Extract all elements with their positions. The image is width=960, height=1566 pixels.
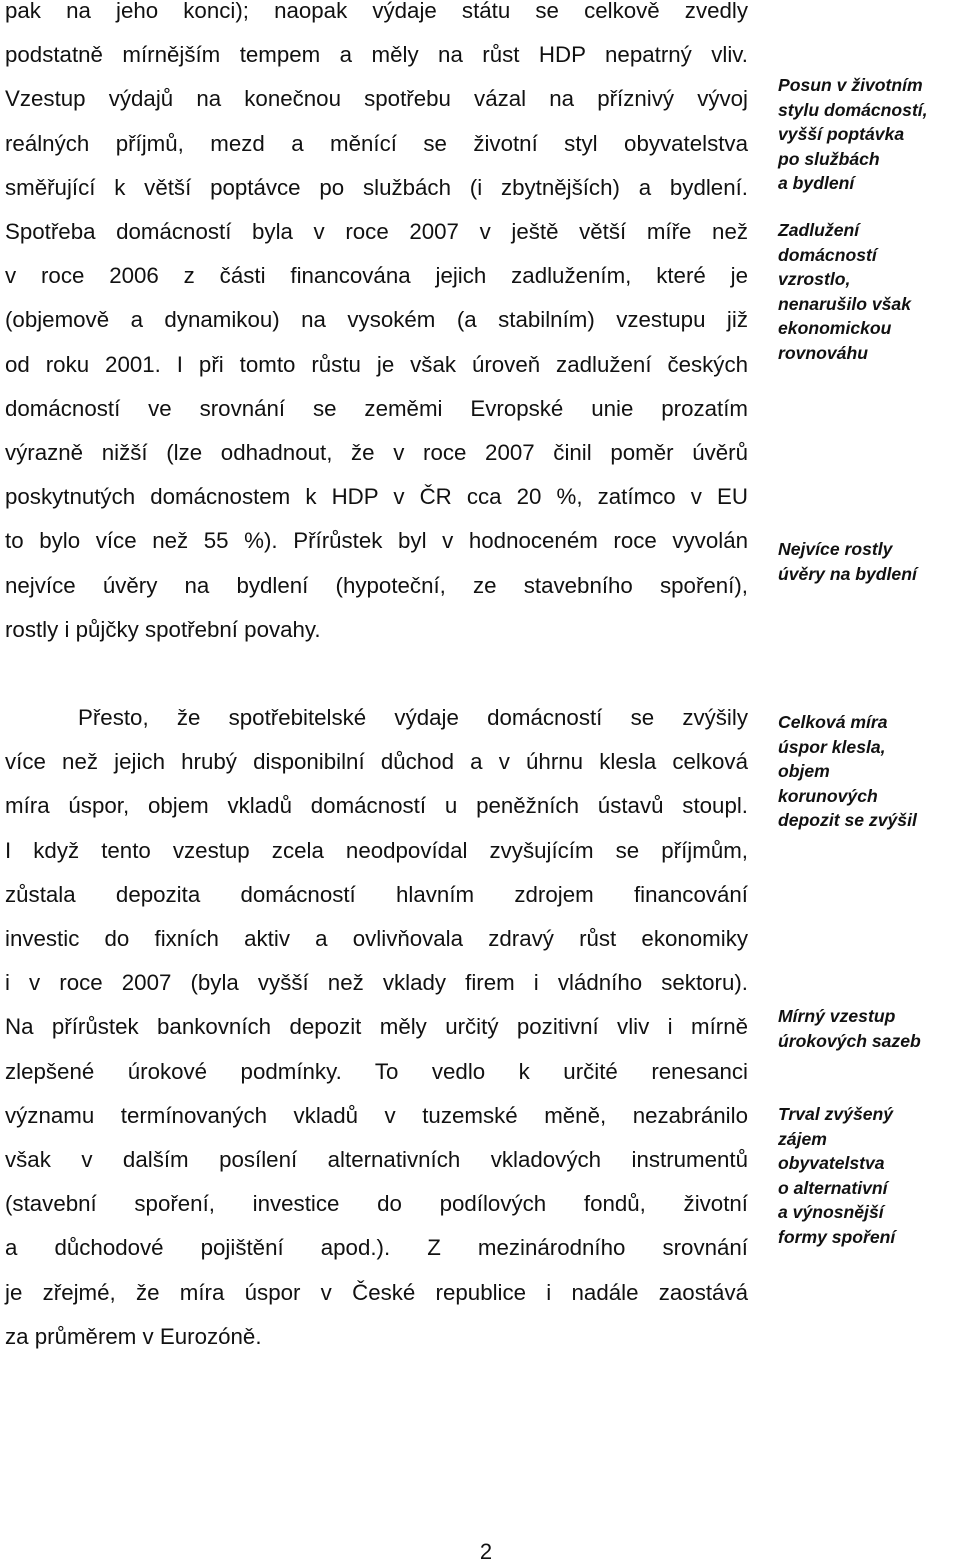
text-line: více než jejich hrubý disponibilní důchod a v úhrnu klesla celková xyxy=(5,749,748,775)
margin-note-line: a výnosnější xyxy=(778,1202,884,1222)
text-line: Vzestup výdajů na konečnou spotřebu vázal na příznivý vývoj xyxy=(5,86,748,112)
margin-note-line: vzrostlo, xyxy=(778,269,851,289)
page-number: 2 xyxy=(479,1539,493,1564)
margin-note xyxy=(778,218,960,365)
margin-note-line: formy spoření xyxy=(778,1226,896,1247)
text-line: směřující k větší poptávce po službách (i zbytnějších) a bydlení. xyxy=(5,174,748,200)
margin-note-line: Nejvíce rostly xyxy=(778,539,893,559)
text-line: Na přírůstek bankovních depozit měly určitý pozitivní vliv i mírně xyxy=(5,1014,748,1040)
margin-note xyxy=(778,1004,960,1053)
margin-note-line: vyšší poptávka xyxy=(778,124,905,144)
text-line: domácností ve srovnání se zeměmi Evropské unie prozatím xyxy=(5,395,748,421)
text-line: investic do fixních aktiv a ovlivňovala zdravý růst ekonomiky xyxy=(5,926,748,951)
text-line: podstatně mírnějším tempem a měly na růst HDP nepatrný vliv. xyxy=(5,42,748,68)
text-line: reálných příjmů, mezd a měnící se životní styl obyvatelstva xyxy=(5,130,748,156)
margin-note xyxy=(778,710,960,833)
margin-note-line: depozit se zvýšil xyxy=(778,810,917,830)
margin-note-line: a bydlení xyxy=(778,173,855,193)
margin-note-line: nenarušilo však xyxy=(778,293,911,314)
margin-note-line: o alternativní xyxy=(778,1177,888,1198)
text-line: výrazně nižší (lze odhadnout, že v roce 2007 činil poměr úvěrů xyxy=(5,440,748,465)
margin-note-line: objem xyxy=(778,761,830,781)
text-line: však v dalším posílení alternativních vkladových instrumentů xyxy=(5,1147,748,1172)
margin-note-line: stylu domácností, xyxy=(778,99,928,120)
margin-note-line: Trval zvýšený xyxy=(778,1104,894,1124)
text-line: poskytnutých domácnostem k HDP v ČR cca 20 %, zatímco v EU xyxy=(5,484,748,510)
text-line: zlepšené úrokové podmínky. To vedlo k určité renesanci xyxy=(5,1058,748,1084)
margin-note-line: zájem xyxy=(778,1128,827,1149)
text-line: je zřejmé, že míra úspor v České republice i nadále zaostává xyxy=(5,1279,748,1305)
margin-note-line: úvěry na bydlení xyxy=(778,563,917,584)
text-line: Spotřeba domácností byla v roce 2007 v ještě větší míře než xyxy=(5,219,748,244)
text-line: od roku 2001. I při tomto růstu je však úroveň zadlužení českých xyxy=(5,351,748,377)
margin-note xyxy=(778,73,960,196)
text-line: rostly i půjčky spotřební povahy. xyxy=(5,616,321,642)
text-line: míra úspor, objem vkladů domácností u peněžních ústavů stoupl. xyxy=(5,793,748,819)
margin-note-line: rovnováhu xyxy=(778,342,868,363)
text-line: pak na jeho konci); naopak výdaje státu se celkově zvedly xyxy=(5,0,748,23)
margin-note xyxy=(778,1102,960,1249)
text-line: zůstala depozita domácností hlavním zdrojem financování xyxy=(5,881,748,907)
text-line: (objemově a dynamikou) na vysokém (a stabilním) vzestupu již xyxy=(5,307,748,333)
text-line: nejvíce úvěry na bydlení (hypoteční, ze stavebního spoření), xyxy=(5,572,748,598)
margin-note-line: úrokových sazeb xyxy=(778,1030,921,1051)
text-line: významu termínovaných vkladů v tuzemské měně, nezabránilo xyxy=(5,1102,748,1128)
text-line: a důchodové pojištění apod.). Z mezinárodního srovnání xyxy=(5,1235,748,1261)
text-line: (stavební spoření, investice do podílových fondů, životní xyxy=(5,1191,748,1217)
margin-note-line: domácností xyxy=(778,244,877,265)
margin-note-line: obyvatelstva xyxy=(778,1153,885,1173)
text-line: za průměrem v Eurozóně. xyxy=(5,1323,262,1349)
margin-note-line: ekonomickou xyxy=(778,318,892,338)
text-line: Přesto, že spotřebitelské výdaje domácností se zvýšily xyxy=(78,705,748,730)
text-line: to bylo více než 55 %). Přírůstek byl v hodnoceném roce vyvolán xyxy=(5,528,748,554)
text-line: I když tento vzestup zcela neodpovídal zvyšujícím se příjmům, xyxy=(5,837,748,863)
margin-note-line: Celková míra xyxy=(778,712,888,732)
margin-note-line: po službách xyxy=(778,148,880,169)
margin-note-line: Zadlužení xyxy=(778,220,860,240)
margin-note-line: úspor klesla, xyxy=(778,736,886,757)
margin-note-line: Posun v životním xyxy=(778,75,923,95)
margin-note-line: korunových xyxy=(778,785,878,806)
margin-note xyxy=(778,537,960,586)
text-line: v roce 2006 z části financována jejich zadlužením, které je xyxy=(5,263,748,289)
text-line: i v roce 2007 (byla vyšší než vklady firem i vládního sektoru). xyxy=(5,970,748,996)
margin-note-line: Mírný vzestup xyxy=(778,1006,896,1026)
